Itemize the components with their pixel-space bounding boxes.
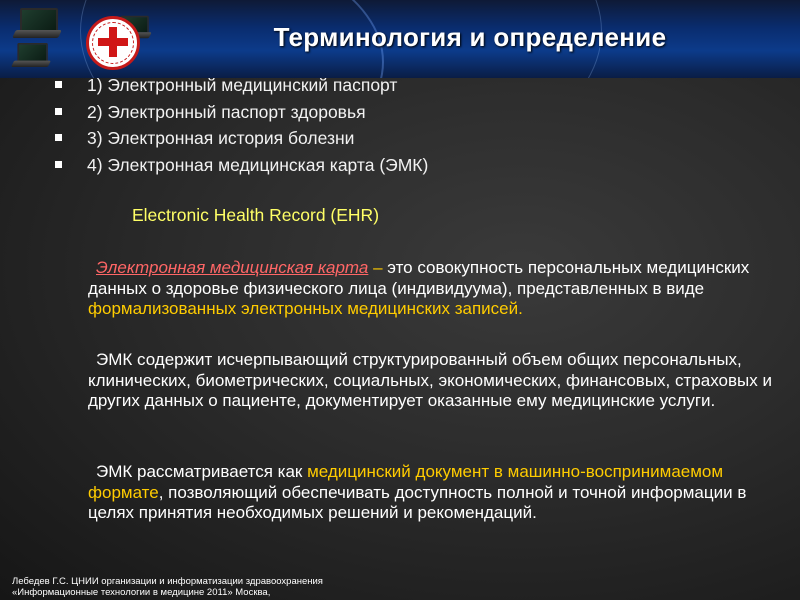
laptop-icon — [14, 8, 60, 38]
term-emk: Электронная медицинская карта — [96, 258, 369, 277]
term-list — [55, 72, 428, 178]
list-item: 4) Электронная медицинская карта (ЭМК) — [55, 152, 428, 179]
content-paragraph: ЭМК содержит исчерпывающий структурированный объем общих персональных, клинических, биометрических, социальных, экономических, финансовых, страховых и других данных о пациенте, документирует оказанные ему медицинские услуги. — [88, 350, 772, 410]
bullet-square-icon — [55, 81, 62, 88]
laptop-icon — [13, 43, 50, 67]
document-paragraph: ЭМК рассматривается как медицинский документ в машинно-воспринимаемом формате, позволяющий обеспечивать доступность полной и точной информации в целях принятия необходимых решений и рекомендаций. — [88, 462, 747, 522]
bullet-square-icon — [55, 134, 62, 141]
list-item: 1) Электронный медицинский паспорт — [55, 72, 428, 99]
ehr-heading: Electronic Health Record (EHR) — [132, 205, 380, 225]
list-item: 3) Электронная история болезни — [55, 125, 428, 152]
footer-credit: Лебедев Г.С. ЦНИИ организации и информатизации здравоохранения «Информационные технологии в медицине 2011» Москва, — [12, 576, 323, 598]
highlight-machine-readable: медицинский документ в машинно-воспринимаемом формате — [88, 462, 724, 502]
bullet-square-icon — [55, 108, 62, 115]
list-item: 2) Электронный паспорт здоровья — [55, 99, 428, 126]
medical-cross-logo — [86, 16, 140, 70]
highlight-formalized-records: формализованных электронных медицинских записей — [88, 299, 519, 318]
laptop-icon — [116, 16, 151, 39]
bullet-square-icon — [55, 161, 62, 168]
page-title: Терминология и определение — [273, 22, 667, 52]
definition-paragraph: Электронная медицинская карта – это совокупность персональных медицинских данных о здоровье физического лица (индивидуума), представленных в виде формализованных электронных медицинских записей. — [88, 258, 750, 318]
